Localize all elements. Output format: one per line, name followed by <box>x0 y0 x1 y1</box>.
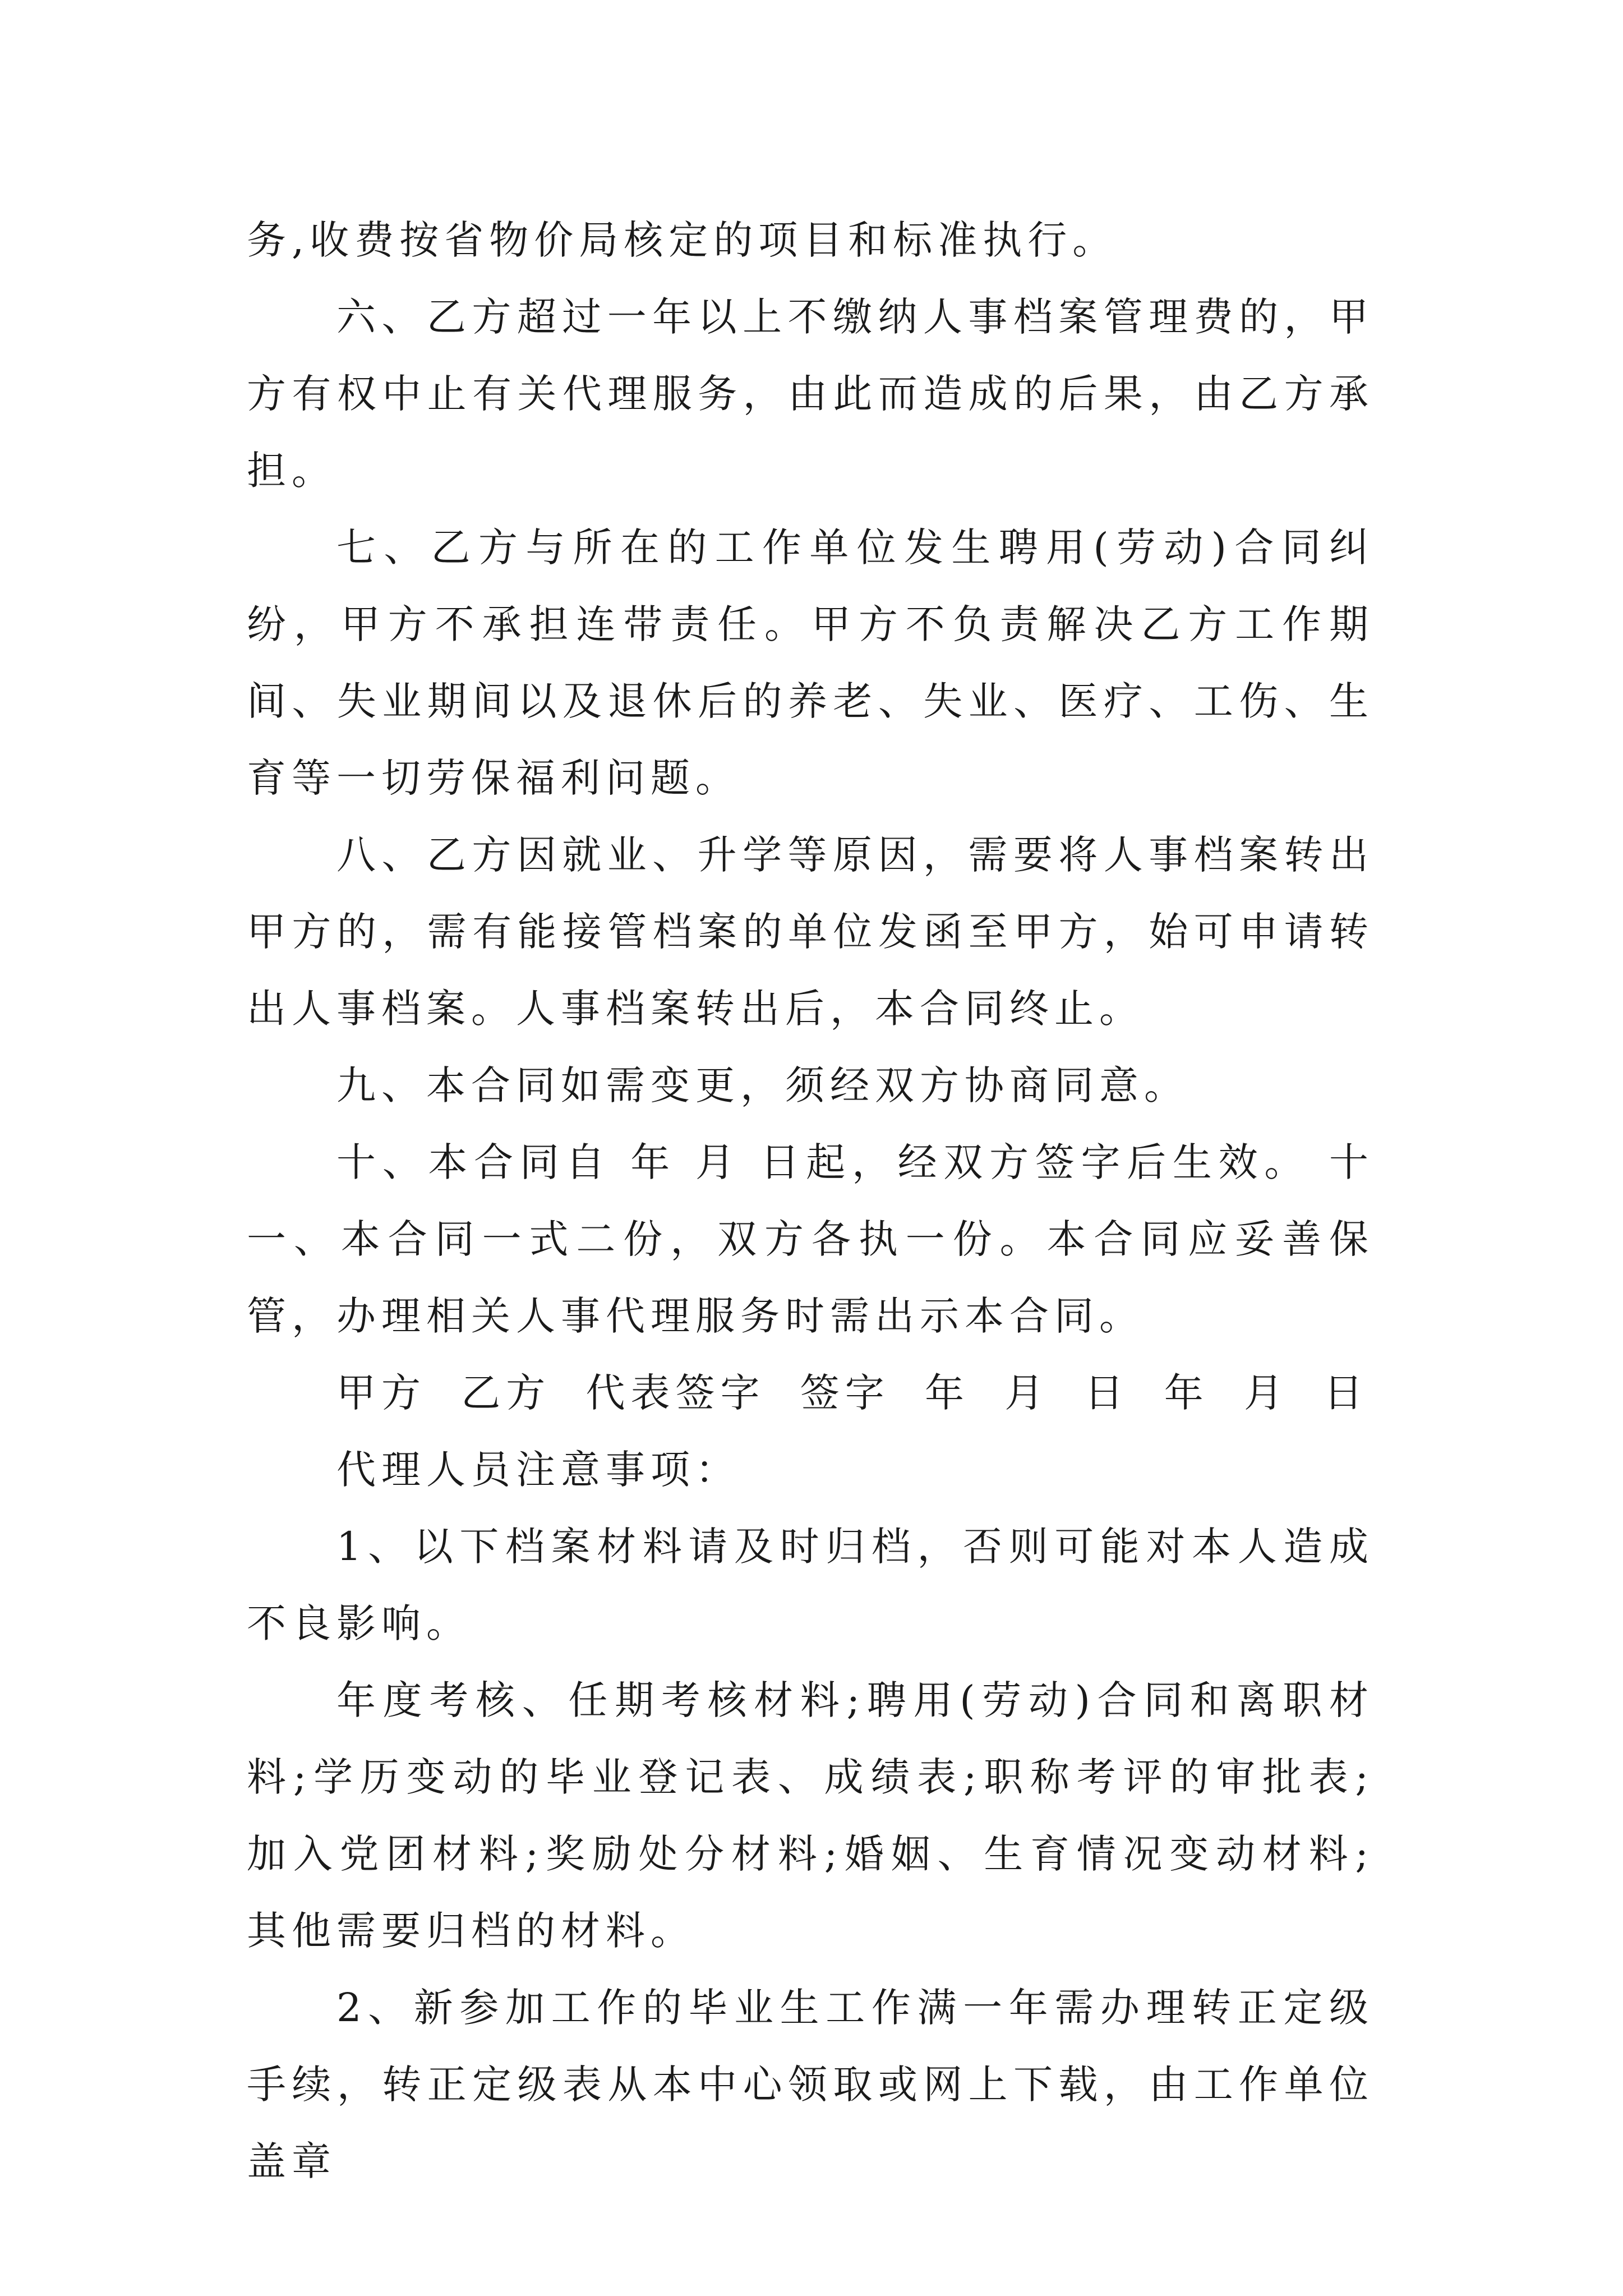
paragraph-clause-9: 九、本合同如需变更，须经双方协商同意。 <box>336 1062 1189 1108</box>
document-body <box>247 202 1374 2200</box>
signature-line: 甲方 乙方 代表签字 签字 年 月 日 年 月 日 <box>336 1370 1369 1416</box>
notes-heading: 代理人员注意事项： <box>336 1447 740 1493</box>
paragraph-clause-8: 八、乙方因就业、升学等原因，需要将人事档案转出甲方的，需有能接管档案的单位发函至甲方，始可申请转出人事档案。人事档案转出后，本合同终止。 <box>247 832 1374 1032</box>
paragraph-continuation: 务,收费按省物价局核定的项目和标准执行。 <box>247 217 1118 263</box>
paragraph-clause-6: 六、乙方超过一年以上不缴纳人事档案管理费的，甲方有权中止有关代理服务，由此而造成的后果，由乙方承担。 <box>247 294 1374 494</box>
note-item-1: 1、以下档案材料请及时归档，否则可能对本人造成不良影响。 <box>247 1524 1374 1646</box>
note-item-1-materials: 年度考核、任期考核材料;聘用(劳动)合同和离职材料;学历变动的毕业登记表、成绩表;职称考评的审批表;加入党团材料;奖励处分材料;婚姻、生育情况变动材料;其他需要归档的材料。 <box>247 1677 1374 1954</box>
paragraph-clause-10-11: 十、本合同自 年 月 日起，经双方签字后生效。 十一、本合同一式二份，双方各执一份。本合同应妥善保管，办理相关人事代理服务时需出示本合同。 <box>247 1139 1374 1339</box>
paragraph-clause-7: 七、乙方与所在的工作单位发生聘用(劳动)合同纠纷，甲方不承担连带责任。甲方不负责解决乙方工作期间、失业期间以及退休后的养老、失业、医疗、工伤、生育等一切劳保福利问题。 <box>247 524 1374 801</box>
note-item-2: 2、新参加工作的毕业生工作满一年需办理转正定级手续，转正定级表从本中心领取或网上下载，由工作单位盖章 <box>247 1985 1374 2184</box>
